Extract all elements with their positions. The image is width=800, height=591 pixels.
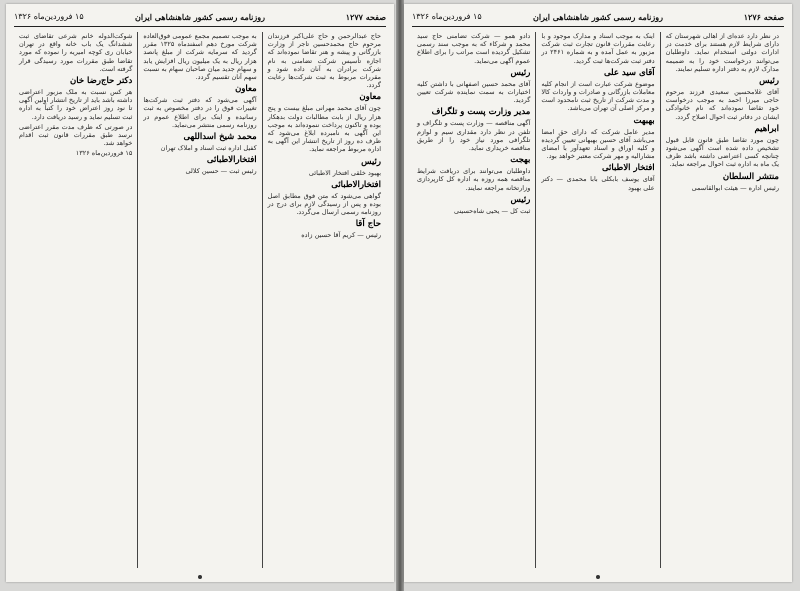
body-paragraph: دادو همو — شرکت تضامنی حاج سید محمد و شرکاء که به موجب سند رسمی تشکیل گردیده است مراتب را برای اطلاع عموم آگهی می‌نماید. <box>417 32 531 65</box>
section-heading: رئیس <box>510 67 531 78</box>
body-paragraph: آقای غلامحسین سعیدی فرزند مرحوم حاجی میرزا احمد به موجب درخواست خود تقاضا نموده‌اند که نام خانوادگی ایشان در دفاتر ثبت احوال اصلاح گردد. <box>665 88 779 121</box>
body-paragraph: به موجب تصمیم مجمع عمومی فوق‌العاده شرکت مورخ دهم اسفندماه ۱۳۲۵ مقرر گردید که سرمایه شرکت از مبلغ پانصد هزار ریال به یک میلیون ریال افزایش یابد و سهام جدید میان صاحبان سهام به نسبت سهم آنان تقسیم گردد. <box>143 32 257 82</box>
left-page-column-3 <box>14 32 137 568</box>
left-page-header <box>14 10 386 27</box>
body-paragraph: در نظر دارد عده‌ای از اهالی شهرستان که دارای شرایط لازم هستند برای خدمت در ادارات دولتی استخدام نماید. داوطلبان می‌توانند درخواست خود را به ضمیمه مدارک لازم به دفتر اداره تسلیم نمایند. <box>665 32 779 73</box>
section-heading: منتشر السلطان <box>722 171 779 182</box>
left-page-columns <box>14 32 386 568</box>
right-page-date: ۱۵ فروردین‌ماه ۱۳۲۶ <box>412 12 482 21</box>
body-paragraph: اینک به موجب اسناد و مدارک موجود و با رعایت مقررات قانون تجارت ثبت شرکت مزبور به عمل آمده و به شماره ۲۴۶۱ در دفتر ثبت شرکت‌ها ثبت گردید. <box>541 32 655 65</box>
body-paragraph: بهبود خلقی افتخار الاطبائی <box>308 168 381 177</box>
section-heading: آقای سید علی <box>603 67 655 78</box>
body-paragraph: آقای محمد حسین اصفهانی با داشتن کلیه اختیارات به سمت نماینده شرکت تعیین گردید. <box>417 79 531 105</box>
right-page-column-2 <box>535 32 659 568</box>
section-heading: افتخارالاطبائی <box>331 179 381 190</box>
section-heading: ابراهیم <box>754 123 779 134</box>
body-paragraph: آگهی مناقصه — وزارت پست و تلگراف و تلفن در نظر دارد مقداری سیم و لوازم تلگرافی مورد نیاز خود را از طریق مناقصه خریداری نماید. <box>417 119 531 153</box>
body-paragraph: مدیر عامل شرکت که دارای حق امضا می‌باشد آقای حسین بهبهانی تعیین گردیده و کلیه اوراق و اسناد تعهدآور با امضای مشارالیه و مهر شرکت معتبر خواهد بود. <box>541 127 655 161</box>
left-page-number: صفحه ۱۲۷۷ <box>345 12 386 22</box>
left-page-column-2 <box>137 32 261 568</box>
body-paragraph: چون مورد تقاضا طبق قانون قابل قبول تشخیص داده شده است آگهی می‌شود چنانچه کسی اعتراضی داشته باشد ظرف یک ماه به اداره ثبت احوال مراجعه نماید. <box>665 135 779 169</box>
right-page-number: صفحه ۱۲۷۶ <box>743 12 784 22</box>
section-heading: بهبهت <box>633 115 655 126</box>
right-page-header <box>412 10 784 27</box>
section-heading: رئیس <box>759 76 779 87</box>
section-heading: بهجت <box>510 155 531 166</box>
body-paragraph: رئیس ثبت — حسین کلالی <box>185 167 257 176</box>
right-page <box>404 4 792 582</box>
body-paragraph: هر کس نسبت به ملک مزبور اعتراضی داشته باشد باید از تاریخ انتشار اولین آگهی تا نود روز اعتراض خود را کتباً به اداره ثبت تسلیم نماید و رسید دریافت دارد. <box>19 88 133 121</box>
body-paragraph: حاج عبدالرحمن و حاج علی‌اکبر فرزندان مرحوم حاج محمدحسین تاجر از وزارت بازرگانی و پیشه و هنر تقاضا نموده‌اند که اجازه تأسیس شرکت تضامنی به نام شرکت برادران به آنان داده شود و مقررات مربوط به ثبت شرکت‌ها رعایت گردد. <box>267 32 381 90</box>
section-heading: معاون <box>235 84 257 95</box>
body-paragraph: چون آقای محمد مهرانی مبلغ بیست و پنج هزار ریال از بابت مطالبات دولت بدهکار بوده و تاکنون پرداخت ننموده‌اند به موجب این آگهی به نامبرده ابلاغ می‌شود که ظرف ده روز از تاریخ انتشار این آگهی به اداره مربوط مراجعه نماید. <box>267 104 381 154</box>
body-paragraph: ۱۵ فروردین‌ماه ۱۳۲۶ <box>75 149 133 158</box>
left-page-column-1 <box>262 32 386 568</box>
left-page-date: ۱۵ فروردین‌ماه ۱۳۲۶ <box>14 12 84 21</box>
right-page-footer-mark <box>596 575 600 579</box>
body-paragraph: شوکت‌الدوله خانم شرعی تقاضای ثبت ششدانگ یک باب خانه واقع در تهران خیابان ری کوچه امیریه را نموده که مورد تقاضا طبق مقررات مورد رسیدگی قرار گرفته است. <box>19 32 133 73</box>
section-heading: رئیس <box>510 194 531 205</box>
body-paragraph: کفیل اداره ثبت اسناد و املاک تهران <box>160 144 257 153</box>
section-heading: محمد شیخ اسداللهی <box>183 132 257 143</box>
body-paragraph: رئیس اداره — هیئت ابوالقاسمی <box>691 183 779 192</box>
body-paragraph: ثبت کل — یحیی شاه‌حسینی <box>454 206 531 215</box>
body-paragraph: آگهی می‌شود که دفتر ثبت شرکت‌ها تغییرات فوق را در دفتر مخصوص به ثبت رسانیده و اینک برای اطلاع عموم در روزنامه رسمی منتشر می‌نماید. <box>143 96 257 129</box>
binding-gutter <box>396 0 404 591</box>
body-paragraph: داوطلبان می‌توانند برای دریافت شرایط مناقصه همه روزه به اداره کل کارپردازی وزارتخانه مراجعه نمایند. <box>417 167 531 192</box>
body-paragraph: گواهی می‌شود که متن فوق مطابق اصل بوده و پس از رسیدگی لازم برای درج در روزنامه رسمی ارسال می‌گردد. <box>267 191 381 217</box>
body-paragraph: موضوع شرکت عبارت است از انجام کلیه معاملات بازرگانی و صادرات و واردات کالا و مدت شرکت از تاریخ ثبت نامحدود است و مرکز اصلی آن تهران می‌باشد. <box>541 79 655 113</box>
right-page-columns <box>412 32 784 568</box>
section-heading: مدیر وزارت پست و تلگراف <box>431 107 531 118</box>
right-page-title: روزنامه رسمی کشور شاهنشاهی ایران <box>533 12 663 22</box>
left-page <box>6 4 394 582</box>
right-page-column-1 <box>660 32 784 568</box>
body-paragraph: رئیس — کریم آقا حسین‌ زاده <box>301 231 381 240</box>
section-heading: حاج آقا <box>355 219 381 230</box>
section-heading: دکتر حاج‌رضا خان <box>70 76 133 87</box>
left-page-title: روزنامه رسمی کشور شاهنشاهی ایران <box>135 12 265 22</box>
right-page-column-3 <box>412 32 535 568</box>
body-paragraph: آقای یوسف بابکلی بابا محمدی — دکتر علی بهبود <box>541 175 655 192</box>
body-paragraph: در صورتی که ظرف مدت مقرر اعتراضی نرسد طبق مقررات قانون ثبت اقدام خواهد شد. <box>19 122 133 148</box>
left-page-footer-mark <box>198 575 202 579</box>
section-heading: معاون <box>359 92 381 103</box>
section-heading: رئیس <box>361 156 381 167</box>
section-heading: افتخار الاطبائی <box>601 163 655 174</box>
section-heading: افتخارالاطبائی <box>206 155 257 166</box>
